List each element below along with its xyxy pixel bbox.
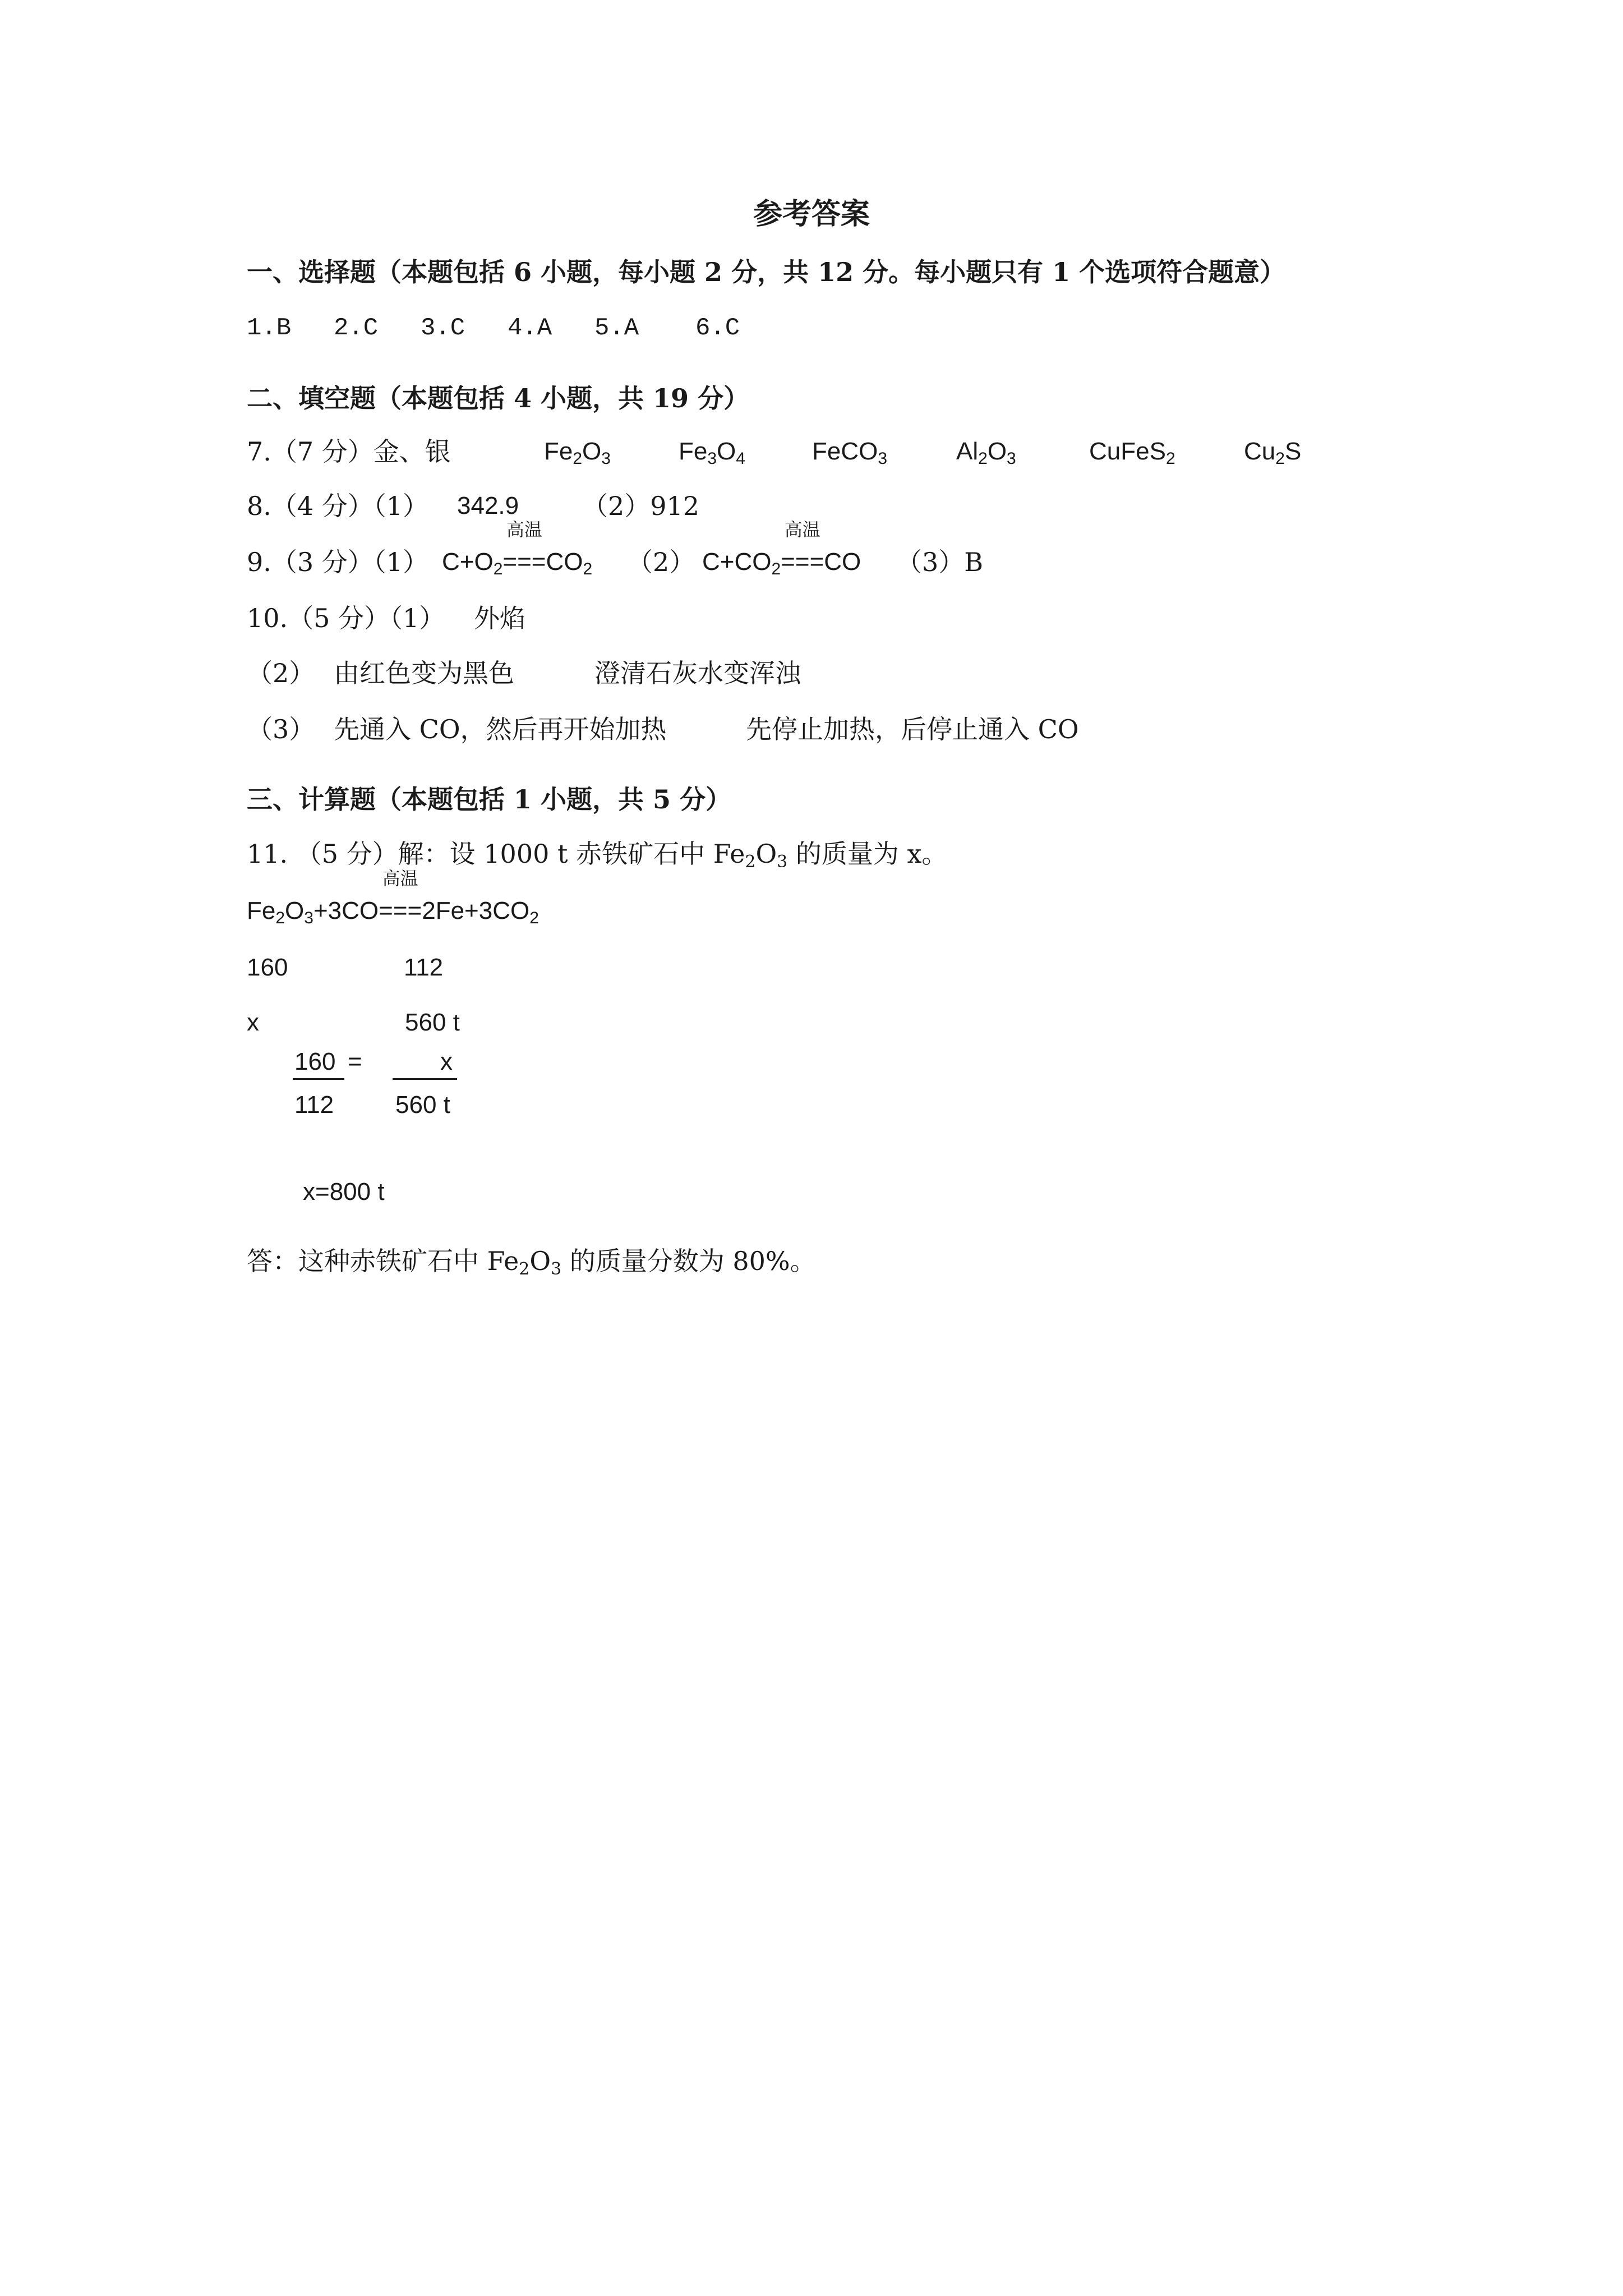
- q10-answer-1: 外焰: [474, 603, 525, 633]
- answer-3: 3.C: [421, 314, 465, 342]
- q7-formula-5: CuFeS$_2$: [1089, 438, 1175, 468]
- q11-result-value: x=800 t: [303, 1178, 385, 1205]
- answer-1: 1.B: [247, 314, 292, 342]
- fraction-2-bar: [393, 1078, 457, 1080]
- q7-formula-3: FeCO$_3$: [812, 438, 888, 468]
- q10-answer-2b: 澄清石灰水变浑浊: [594, 658, 801, 688]
- answer-6: 6.C: [695, 314, 740, 342]
- answer-5: 5.A: [594, 314, 639, 342]
- q7-formula-1: $Fe_2O_3$: [544, 438, 611, 468]
- q9-equation-2: $C+CO_2$ 高温 ===CO: [702, 519, 861, 578]
- q9-equation-1: $C+O_2$ 高温 $===CO_2$: [442, 519, 593, 578]
- q10-answer-3a: 先通入 CO，然后再开始加热: [334, 714, 667, 744]
- condition-high-temp: 高温: [784, 519, 820, 540]
- answer-2: 2.C: [334, 314, 379, 342]
- condition-high-temp: 高温: [382, 868, 418, 889]
- q7-formula-2: $Fe_3O_4$: [679, 438, 745, 468]
- q11-row1-right: 112: [404, 954, 444, 981]
- section1-heading: 一、选择题（本题包括 6 小题，每小题 2 分，共 12 分。每小题只有 1 个选项符合题意）: [247, 257, 1286, 287]
- q11-row2-left: x: [247, 1009, 259, 1036]
- q8-answer-1: 342.9: [457, 492, 519, 519]
- question-11-intro: 11. （5 分）解：设 1000 t 赤铁矿石中 $Fe_2O_3$ 的质量为 x。: [247, 839, 948, 872]
- fraction-1-denominator: 112: [294, 1091, 334, 1119]
- section3-heading: 三、计算题（本题包括 1 小题，共 5 分）: [247, 784, 732, 815]
- fraction-2-denominator: 560 t: [395, 1091, 450, 1119]
- q9-answer-3: （3）B: [896, 547, 984, 577]
- section2-heading: 二、填空题（本题包括 4 小题，共 19 分）: [247, 383, 750, 413]
- answer-4: 4.A: [508, 314, 552, 342]
- q7-label: 7.（7 分）金、银: [247, 436, 451, 467]
- equals-sign: =: [348, 1048, 362, 1075]
- page-title: 参考答案: [753, 197, 870, 231]
- q8-label: 8.（4 分）（1）: [247, 491, 429, 521]
- q10-part-3-label: （3）: [247, 714, 315, 744]
- fraction-1-numerator: 160: [294, 1048, 336, 1075]
- q11-reaction-equation: $Fe_2O_3+3CO$ 高温 $===2Fe+3CO_2$: [247, 868, 539, 927]
- condition-high-temp: 高温: [506, 519, 542, 540]
- q8-answer-2: （2）912: [582, 491, 700, 521]
- q7-formula-4: $Al_2O_3$: [956, 438, 1016, 468]
- q10-part-2-label: （2）: [247, 658, 315, 688]
- fraction-1-bar: [293, 1078, 344, 1080]
- q11-final-answer: 答：这种赤铁矿石中 $Fe_2O_3$ 的质量分数为 80%。: [247, 1246, 816, 1279]
- q9-label: 9.（3 分）（1）: [247, 547, 429, 577]
- q10-answer-2a: 由红色变为黑色: [334, 658, 514, 688]
- q11-row1-left: 160: [247, 954, 288, 981]
- q9-part-2-label: （2）: [627, 547, 695, 577]
- q10-label: 10.（5 分）（1）: [247, 603, 445, 633]
- fraction-2-numerator: x: [440, 1048, 453, 1075]
- q11-row2-right: 560 t: [405, 1009, 460, 1036]
- q7-formula-6: $Cu_2S$: [1244, 438, 1302, 468]
- q10-answer-3b: 先停止加热，后停止通入 CO: [746, 714, 1079, 744]
